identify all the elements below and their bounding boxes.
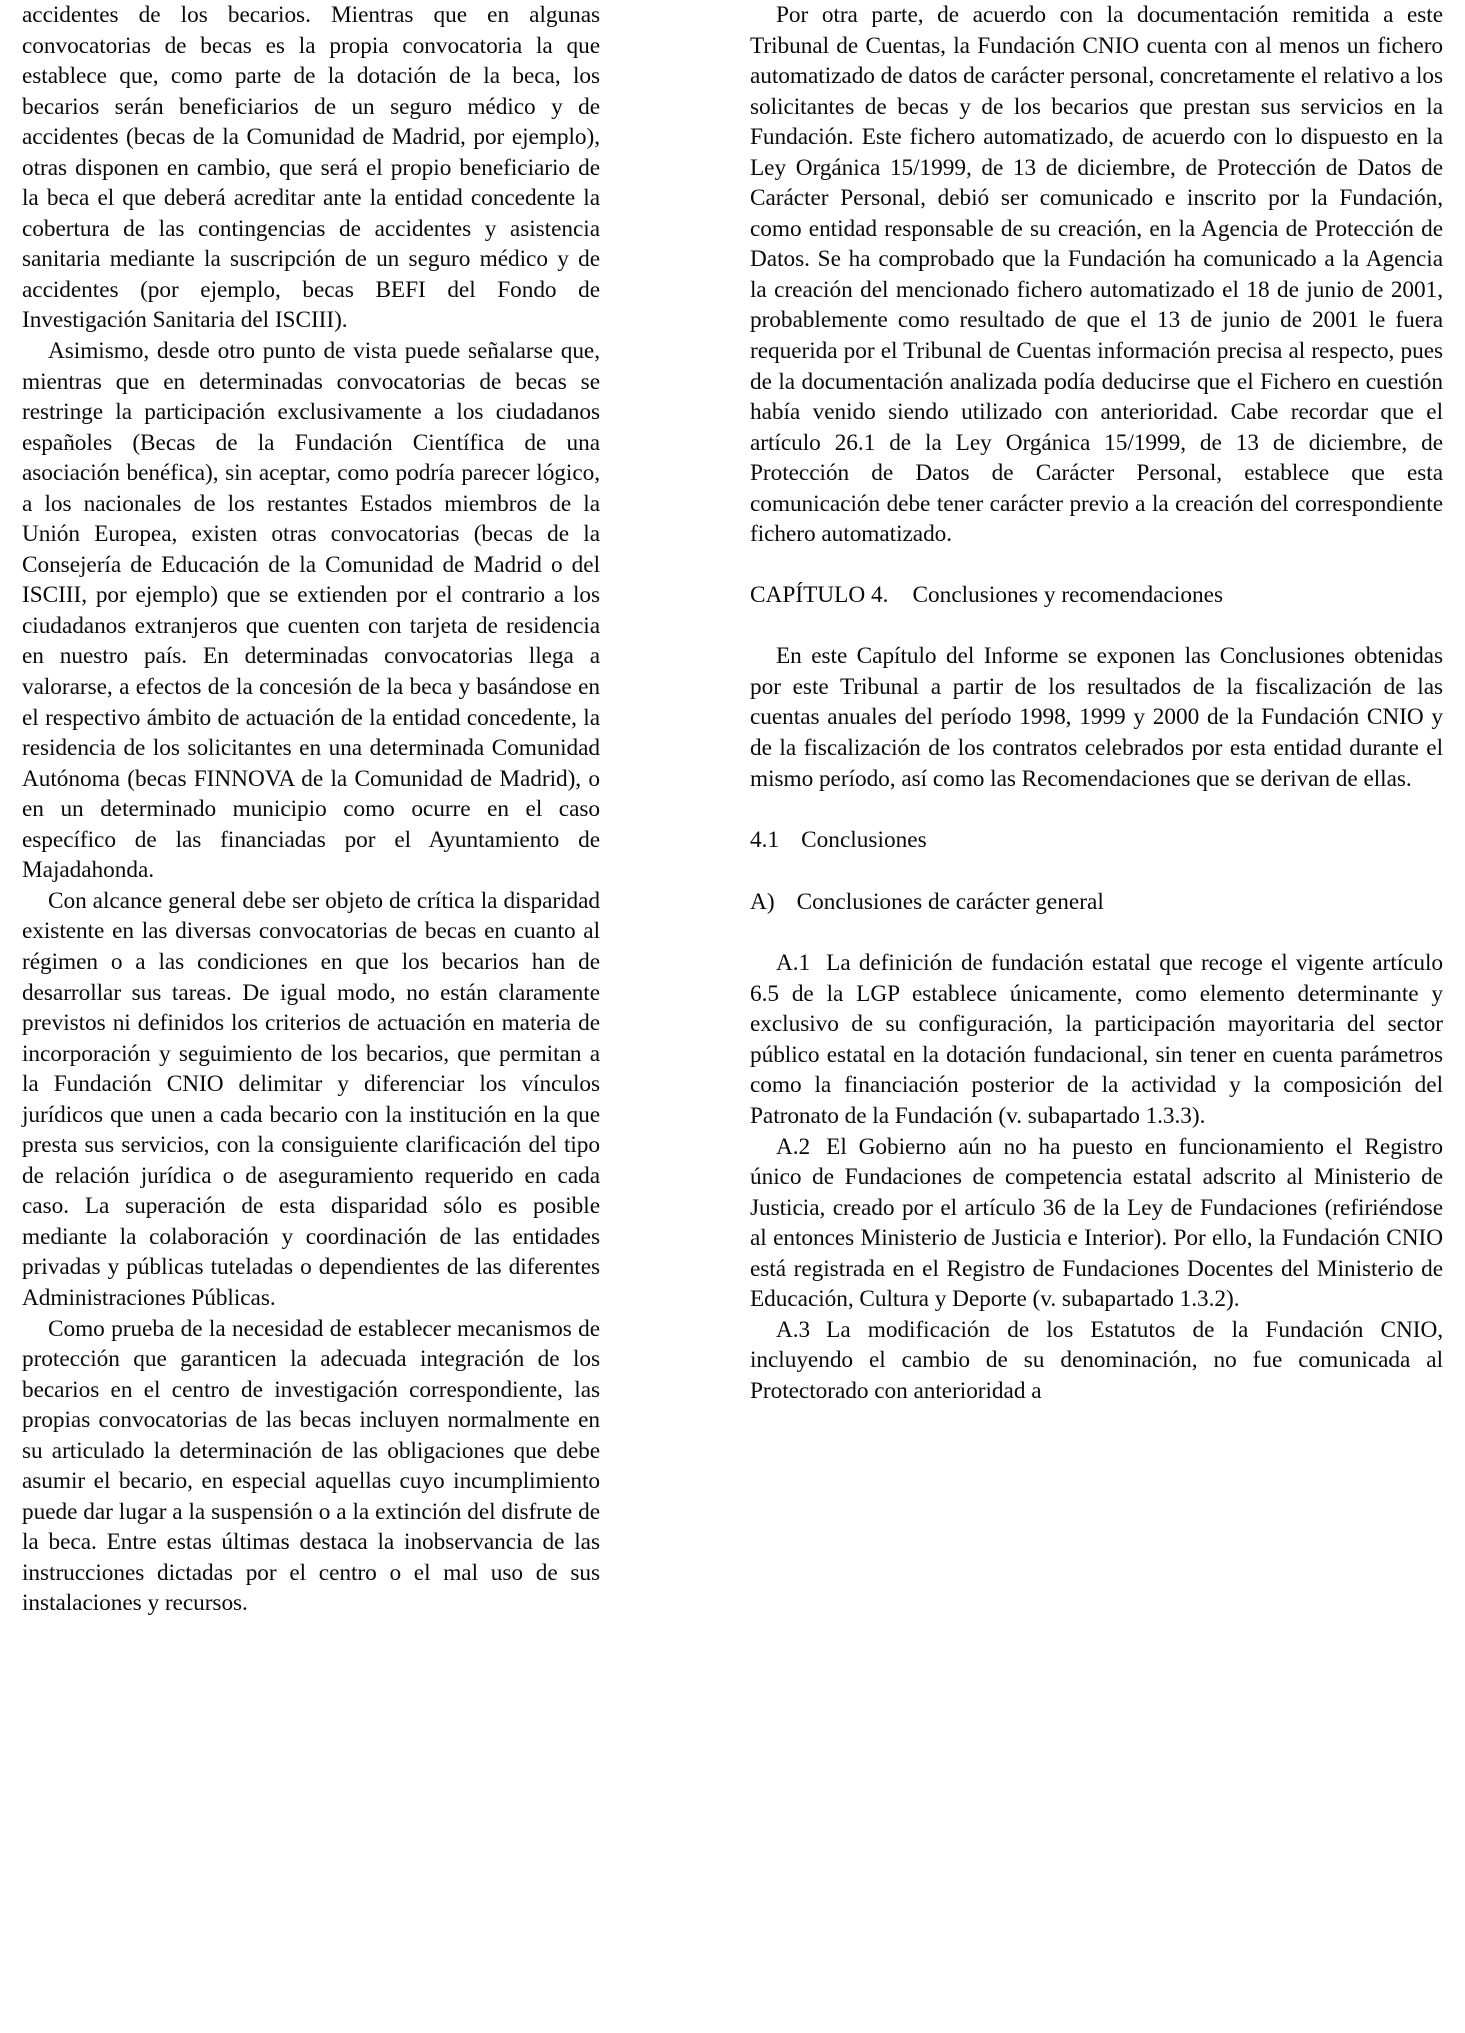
- section-number: 4.1: [750, 827, 780, 854]
- conclusion-text-a2: El Gobierno aún no ha puesto en funcionamiento el Registro único de Fundaciones de competencia estatal adscrito al Ministerio de Justicia, creado por el artículo 36 de la Ley de Fundaciones (refiriéndose al entonces Ministerio de Justicia e Interior). Por ello, la Fundación CNIO está registrada en el Registro de Fundaciones Docentes del Ministerio de Educación, Cultura y Deporte (v. subapartado 1.3.2).: [750, 1133, 1443, 1313]
- paragraph-por-otra-parte: Por otra parte, de acuerdo con la documentación remitida a este Tribunal de Cuentas, la Fundación CNIO cuenta con al menos un fichero automatizado de datos de carácter personal, concretamente el relativo a los solicitantes de becas y de los becarios que prestan sus servicios en la Fundación. Este fichero automatizado, de acuerdo con lo dispuesto en la Ley Orgánica 15/1999, de 13 de diciembre, de Protección de Datos de Carácter Personal, debió ser comunicado e inscrito por la Fundación, como entidad responsable de su creación, en la Agencia de Protección de Datos. Se ha comprobado que la Fundación ha comunicado a la Agencia la creación del mencionado fichero automatizado el 18 de junio de 2001, probablemente como resultado de que el 13 de junio de 2001 le fuera requerida por el Tribunal de Cuentas información precisa al respecto, pues de la documentación analizada podía deducirse que el Fichero en cuestión había venido siendo utilizado con anterioridad. Cabe recordar que el artículo 26.1 de la Ley Orgánica 15/1999, de 13 de diciembre, de Protección de Datos de Carácter Personal, establece que esta comunicación debe tener carácter previo a la creación del correspondiente fichero automatizado.: [750, 2, 1443, 548]
- spacer-before-chapter-heading: [750, 550, 1443, 580]
- paragraph-chapter-intro: En este Capítulo del Informe se exponen las Conclusiones obtenidas por este Tribunal a partir de los resultados de la fiscalización de las cuentas anuales del período 1998, 1999 y 2000 de la Fundación CNIO y de la fiscalización de los contratos celebrados por esta entidad durante el mismo período, así como las Recomendaciones que se derivan de ellas.: [750, 643, 1443, 792]
- paragraph-continued-from-previous-page: accidentes de los becarios. Mientras que en algunas convocatorias de becas es la propia convocatoria la que establece que, como parte de la dotación de la beca, los becarios serán beneficiarios de un seguro médico y de accidentes (becas de la Comunidad de Madrid, por ejemplo), otras disponen en cambio, que será el propio beneficiario de la beca el que deberá acreditar ante la entidad concedente la cobertura de las contingencias de accidentes y asistencia sanitaria mediante la suscripción de un seguro médico y de accidentes (por ejemplo, becas BEFI del Fondo de Investigación Sanitaria del ISCIII).: [22, 2, 600, 334]
- spacer-before-conclusions: [750, 917, 1443, 948]
- paragraph-con-alcance-general: Con alcance general debe ser objeto de crítica la disparidad existente en las diversas convocatorias de becas en cuanto al régimen o a las condiciones en que los becarios han de desarrollar sus tareas. De igual modo, no están claramente previstos ni definidos los criterios de actuación en materia de incorporación y seguimiento de los becarios, que permitan a la Fundación CNIO delimitar y diferenciar los vínculos jurídicos que unen a cada becario con la institución en la que presta sus servicios, con la consiguiente clarificación del tipo de relación jurídica o de aseguramiento requerido en cada caso. La superación de esta disparidad sólo es posible mediante la colaboración y coordinación de las entidades privadas y públicas tuteladas o dependientes de las diferentes Administraciones Públicas.: [22, 887, 600, 1311]
- right-text-column: [750, 0, 1443, 1406]
- section-heading-4-1: [750, 825, 1443, 856]
- conclusion-item-a2: [750, 1132, 1443, 1315]
- subsection-title: Conclusiones de carácter general: [796, 888, 1104, 915]
- chapter-number: CAPÍTULO 4.: [750, 581, 889, 608]
- spacer-before-subsection-heading: [750, 856, 1443, 887]
- left-text-column: [22, 0, 600, 1619]
- chapter-title: Conclusiones y recomendaciones: [912, 581, 1224, 608]
- two-column-body: [22, 0, 1443, 2033]
- conclusion-label-a1: A.1: [776, 950, 811, 977]
- conclusion-label-a2: A.2: [776, 1133, 811, 1160]
- subsection-number: A): [750, 888, 775, 915]
- section-title: Conclusiones: [801, 827, 927, 854]
- paragraph-como-prueba: Como prueba de la necesidad de establecer mecanismos de protección que garanticen la adecuada integración de los becarios en el centro de investigación correspondiente, las propias convocatorias de las becas incluyen normalmente en su articulado la determinación de las obligaciones que debe asumir el becario, en especial aquellas cuyo incumplimiento puede dar lugar a la suspensión o a la extinción del disfrute de la beca. Entre estas últimas destaca la inobservancia de las instrucciones dictadas por el centro o el mal uso de sus instalaciones y recursos.: [22, 1315, 600, 1617]
- subsection-heading-a: [750, 887, 1443, 918]
- conclusion-item-a1: [750, 948, 1443, 1131]
- conclusion-text-a1: La definición de fundación estatal que recoge el vigente artículo 6.5 de la LGP establece únicamente, como elemento determinante y exclusivo de su configuración, la participación mayoritaria del sector público estatal en la dotación fundacional, sin tener en cuenta parámetros como la financiación posterior de la actividad y la composición del Patronato de la Fundación (v. subapartado 1.3.3).: [750, 950, 1443, 1129]
- chapter-heading: [750, 580, 1443, 611]
- conclusion-label-a3: A.3: [776, 1316, 811, 1343]
- spacer-after-chapter-heading: [750, 610, 1443, 641]
- conclusion-item-a3: [750, 1315, 1443, 1407]
- paragraph-asimismo: Asimismo, desde otro punto de vista puede señalarse que, mientras que en determinadas convocatorias de becas se restringe la participación exclusivamente a los ciudadanos españoles (Becas de la Fundación Científica de una asociación benéfica), sin aceptar, como podría parecer lógico, a los nacionales de los restantes Estados miembros de la Unión Europea, existen otras convocatorias (becas de la Consejería de Educación de la Comunidad de Madrid o del ISCIII, por ejemplo) que se extienden por el contrario a los ciudadanos extranjeros que cuenten con tarjeta de residencia en nuestro país. En determinadas convocatorias llega a valorarse, a efectos de la concesión de la beca y basándose en el respectivo ámbito de actuación de la entidad concedente, la residencia de los solicitantes en una determinada Comunidad Autónoma (becas FINNOVA de la Comunidad de Madrid), o en un determinado municipio como ocurre en el caso específico de las financiadas por el Ayuntamiento de Majadahonda.: [22, 338, 600, 884]
- spacer-before-section-heading: [750, 794, 1443, 825]
- conclusion-text-a3: La modificación de los Estatutos de la Fundación CNIO, incluyendo el cambio de su denominación, no fue comunicada al Protectorado con anterioridad a: [750, 1316, 1443, 1404]
